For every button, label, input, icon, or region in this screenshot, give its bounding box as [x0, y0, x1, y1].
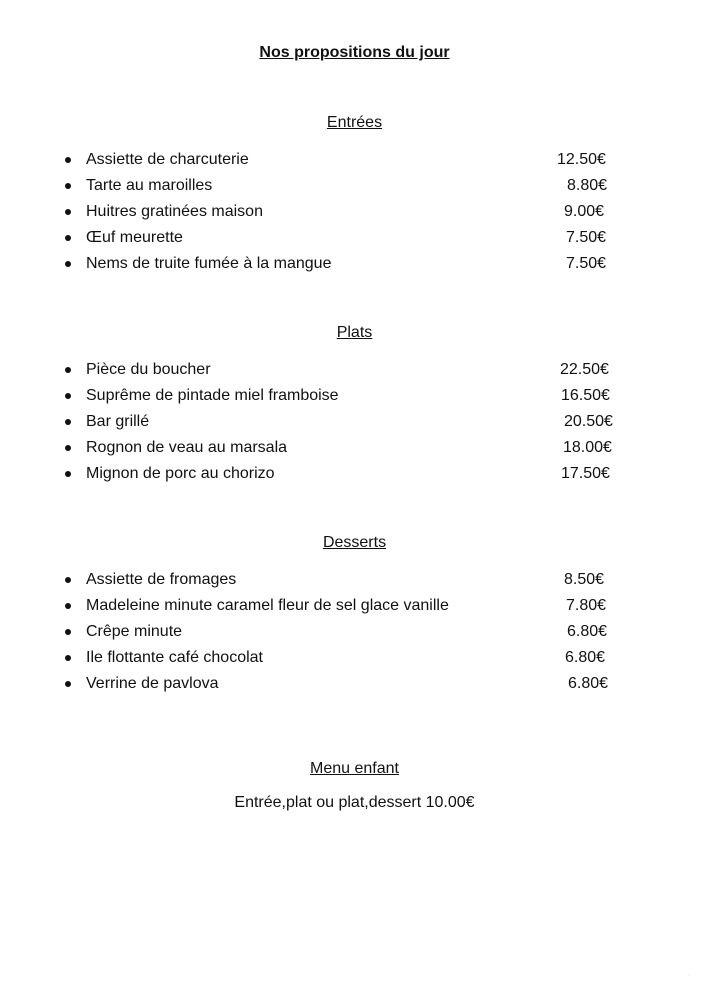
- item-price: 8.50€: [564, 571, 605, 588]
- bullet-icon: [65, 471, 71, 477]
- entrees-list: [60, 147, 640, 277]
- item-name: Suprême de pintade miel framboise: [86, 387, 339, 404]
- bullet-icon: [65, 183, 71, 189]
- list-item: [60, 147, 640, 173]
- bullet-icon: [65, 655, 71, 661]
- list-item: [60, 435, 640, 461]
- item-price: 18.00€: [563, 439, 612, 456]
- bullet-icon: [65, 629, 71, 635]
- item-price: 12.50€: [557, 151, 606, 168]
- list-item: [60, 251, 640, 277]
- item-name: Bar grillé: [86, 413, 150, 430]
- menu-enfant-text: Entrée,plat ou plat,dessert 10.00€: [234, 794, 475, 811]
- item-name: Nems de truite fumée à la mangue: [86, 255, 332, 272]
- list-item: [60, 199, 640, 225]
- item-name: Rognon de veau au marsala: [86, 439, 288, 456]
- bullet-icon: [65, 367, 71, 373]
- item-price: 20.50€: [564, 413, 613, 430]
- list-item: [60, 645, 640, 671]
- item-name: Crêpe minute: [86, 623, 183, 640]
- item-price: 16.50€: [561, 387, 610, 404]
- list-item: [60, 409, 640, 435]
- bullet-icon: [65, 393, 71, 399]
- item-name: Huitres gratinées maison: [86, 203, 263, 220]
- bullet-icon: [65, 261, 71, 267]
- item-price: 7.80€: [566, 597, 607, 614]
- section-title-plats: Plats: [336, 324, 373, 341]
- item-name: Mignon de porc au chorizo: [86, 465, 275, 482]
- bullet-icon: [65, 209, 71, 215]
- item-name: Madeleine minute caramel fleur de sel glace vanille: [86, 597, 449, 614]
- list-item: [60, 383, 640, 409]
- item-name: Œuf meurette: [86, 229, 183, 246]
- item-price: 6.80€: [568, 675, 609, 692]
- item-price: 17.50€: [561, 465, 610, 482]
- list-item: [60, 671, 640, 697]
- item-price: 8.80€: [567, 177, 608, 194]
- item-name: Ile flottante café chocolat: [86, 649, 263, 666]
- list-item: [60, 225, 640, 251]
- item-name: Assiette de fromages: [86, 571, 237, 588]
- plats-list: [60, 357, 640, 487]
- bullet-icon: [65, 603, 71, 609]
- item-name: Pièce du boucher: [86, 361, 211, 378]
- list-item: [60, 593, 640, 619]
- item-name: Assiette de charcuterie: [86, 151, 249, 168]
- list-item: [60, 357, 640, 383]
- page-title: Nos propositions du jour: [259, 44, 450, 61]
- bullet-icon: [65, 445, 71, 451]
- list-item: [60, 619, 640, 645]
- section-title-entrees: Entrées: [326, 114, 383, 131]
- item-name: Verrine de pavlova: [86, 675, 219, 692]
- item-price: 6.80€: [565, 649, 606, 666]
- item-price: 6.80€: [567, 623, 608, 640]
- desserts-list: [60, 567, 640, 697]
- section-title-desserts: Desserts: [322, 534, 387, 551]
- item-price: 7.50€: [566, 255, 607, 272]
- corner-mark: ·: [688, 973, 690, 979]
- list-item: [60, 173, 640, 199]
- list-item: [60, 461, 640, 487]
- bullet-icon: [65, 235, 71, 241]
- item-price: 9.00€: [564, 203, 605, 220]
- section-title-menu-enfant: Menu enfant: [310, 760, 399, 777]
- list-item: [60, 567, 640, 593]
- bullet-icon: [65, 577, 71, 583]
- bullet-icon: [65, 157, 71, 163]
- bullet-icon: [65, 419, 71, 425]
- item-price: 7.50€: [566, 229, 607, 246]
- item-name: Tarte au maroilles: [86, 177, 213, 194]
- bullet-icon: [65, 681, 71, 687]
- item-price: 22.50€: [560, 361, 609, 378]
